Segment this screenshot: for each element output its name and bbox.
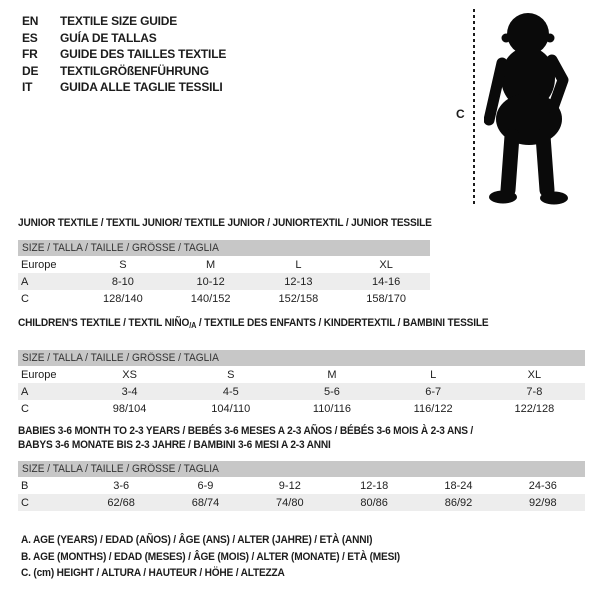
lang-title: TEXTILE SIZE GUIDE: [60, 14, 178, 28]
section-children-textile: [18, 317, 585, 417]
table-row: [18, 400, 585, 417]
section-title-line2: BABYS 3-6 MONATE BIS 2-3 JAHRE / BAMBINI 3-6 MESI A 2-3 ANNI: [18, 439, 331, 451]
section-title: [18, 317, 585, 332]
row-label: C: [21, 292, 29, 305]
section-title-text: JUNIOR TEXTILE / TEXTIL JUNIOR/ TEXTILE JUNIOR / JUNIORTEXTIL / JUNIOR TESSILE: [18, 217, 432, 229]
table-row: [18, 290, 430, 307]
table-row: [18, 477, 585, 494]
size-cell: 122/128: [514, 402, 555, 415]
title-part-pre: CHILDREN'S TEXTILE / TEXTIL NIÑO: [18, 317, 190, 329]
size-cell: 12-18: [360, 479, 389, 492]
section-title: [18, 424, 585, 452]
size-cell: 62/68: [107, 496, 135, 509]
size-cell: 6-9: [197, 479, 214, 492]
size-cell: 12-13: [284, 275, 313, 288]
size-cell: 18-24: [444, 479, 473, 492]
size-cell: 6-7: [425, 385, 442, 398]
size-cell: 68/74: [191, 496, 220, 509]
lang-row-es: [22, 30, 226, 47]
title-part-subscript: /A: [189, 321, 197, 330]
size-cell: 14-16: [372, 275, 401, 288]
lang-code: IT: [22, 80, 33, 94]
size-cell: 128/140: [102, 292, 143, 305]
size-cell: L: [295, 258, 302, 271]
size-cell: 8-10: [111, 275, 134, 288]
table-row: [18, 366, 585, 383]
size-header-text: SIZE / TALLA / TAILLE / GRÖSSE / TAGLIA: [22, 463, 219, 475]
lang-title: TEXTILGRÖßENFÜHRUNG: [60, 63, 209, 78]
baby-silhouette-icon: [484, 8, 576, 210]
size-cell: M: [206, 258, 216, 271]
legend-line-b: [21, 549, 433, 566]
legend-line-b-text: B. AGE (MONTHS) / EDAD (MESES) / ÂGE (MOIS) / ALTER (MONATE) / ETÀ (MESI): [21, 550, 400, 563]
size-cell: XS: [122, 368, 137, 381]
table-row: [18, 273, 430, 290]
section-title-text: [18, 317, 488, 332]
size-cell: 92/98: [529, 496, 557, 509]
row-label: A: [21, 275, 29, 288]
table-row: [18, 383, 585, 400]
section-junior-textile: [18, 217, 430, 307]
legend-block: [21, 532, 433, 582]
row-label: C: [21, 496, 29, 509]
table-row: [18, 494, 585, 511]
row-label: B: [21, 479, 29, 492]
size-cell: 9-12: [278, 479, 301, 492]
size-cell: 3-6: [113, 479, 130, 492]
legend-line-a-text: A. AGE (YEARS) / EDAD (AÑOS) / ÂGE (ANS) / ALTER (JAHRE) / ETÀ (ANNI): [21, 534, 373, 546]
section-title-line1: BABIES 3-6 MONTH TO 2-3 YEARS / BEBÉS 3-6 MESES A 2-3 AÑOS / BÉBÉS 3-6 MOIS À 2-3 ANS /: [18, 425, 474, 437]
babies-size-table: [18, 477, 585, 511]
size-cell: 158/170: [366, 292, 406, 305]
lang-title: GUIDA ALLE TAGLIE TESSILI: [60, 80, 223, 94]
lang-row-en: [22, 13, 226, 30]
row-label: Europe: [21, 258, 57, 271]
section-title: [18, 217, 430, 230]
size-cell: 98/104: [112, 402, 147, 415]
size-cell: XL: [527, 368, 542, 381]
lang-row-fr: [22, 46, 226, 63]
size-cell: M: [327, 368, 337, 381]
size-cell: XL: [379, 258, 393, 271]
children-size-table: [18, 366, 585, 417]
size-header-text: SIZE / TALLA / TAILLE / GRÖSSE / TAGLIA: [22, 242, 219, 254]
size-cell: 80/86: [360, 496, 388, 509]
legend-line-c: [21, 565, 433, 582]
size-header-bar: [18, 350, 585, 366]
size-cell: 7-8: [526, 385, 543, 398]
height-measure-label: C: [456, 107, 465, 121]
legend-line-c-text: C. (cm) HEIGHT / ALTURA / HAUTEUR / HÖHE / ALTEZZA: [21, 567, 285, 579]
height-measure-dashed-line: [473, 9, 475, 206]
table-row: [18, 256, 430, 273]
lang-row-it: [22, 79, 226, 96]
size-cell: S: [227, 368, 235, 381]
size-cell: 74/80: [276, 496, 304, 509]
junior-size-table: [18, 256, 430, 307]
size-cell: 10-12: [196, 275, 225, 288]
section-babies-textile: [18, 424, 585, 511]
row-label: C: [21, 402, 29, 415]
size-cell: 140/152: [190, 292, 231, 305]
title-part-post: / TEXTILE DES ENFANTS / KINDERTEXTIL / BAMBINI TESSILE: [196, 317, 489, 329]
size-cell: 24-36: [528, 479, 557, 492]
lang-code: DE: [22, 63, 39, 78]
size-cell: 5-6: [324, 385, 340, 398]
lang-row-de: [22, 63, 226, 80]
lang-title: GUIDE DES TAILLES TEXTILE: [60, 47, 227, 61]
row-label: A: [21, 385, 29, 398]
size-cell: 3-4: [121, 385, 138, 398]
language-title-list: [22, 13, 226, 96]
size-cell: 4-5: [222, 385, 239, 398]
size-header-text: SIZE / TALLA / TAILLE / GRÖSSE / TAGLIA: [22, 352, 219, 364]
size-cell: 86/92: [444, 496, 473, 509]
lang-code: EN: [22, 14, 39, 28]
row-label: Europe: [21, 368, 57, 381]
size-header-bar: [18, 240, 430, 256]
lang-code: FR: [22, 47, 38, 61]
size-cell: 110/116: [312, 402, 352, 415]
legend-line-a: [21, 532, 433, 549]
size-cell: 116/122: [413, 402, 453, 415]
size-header-bar: [18, 461, 585, 477]
size-cell: 152/158: [278, 292, 319, 305]
size-cell: S: [119, 258, 127, 271]
lang-code: ES: [22, 30, 38, 45]
size-cell: 104/110: [211, 402, 251, 415]
lang-title: GUÍA DE TALLAS: [60, 30, 157, 45]
size-cell: L: [430, 368, 437, 381]
